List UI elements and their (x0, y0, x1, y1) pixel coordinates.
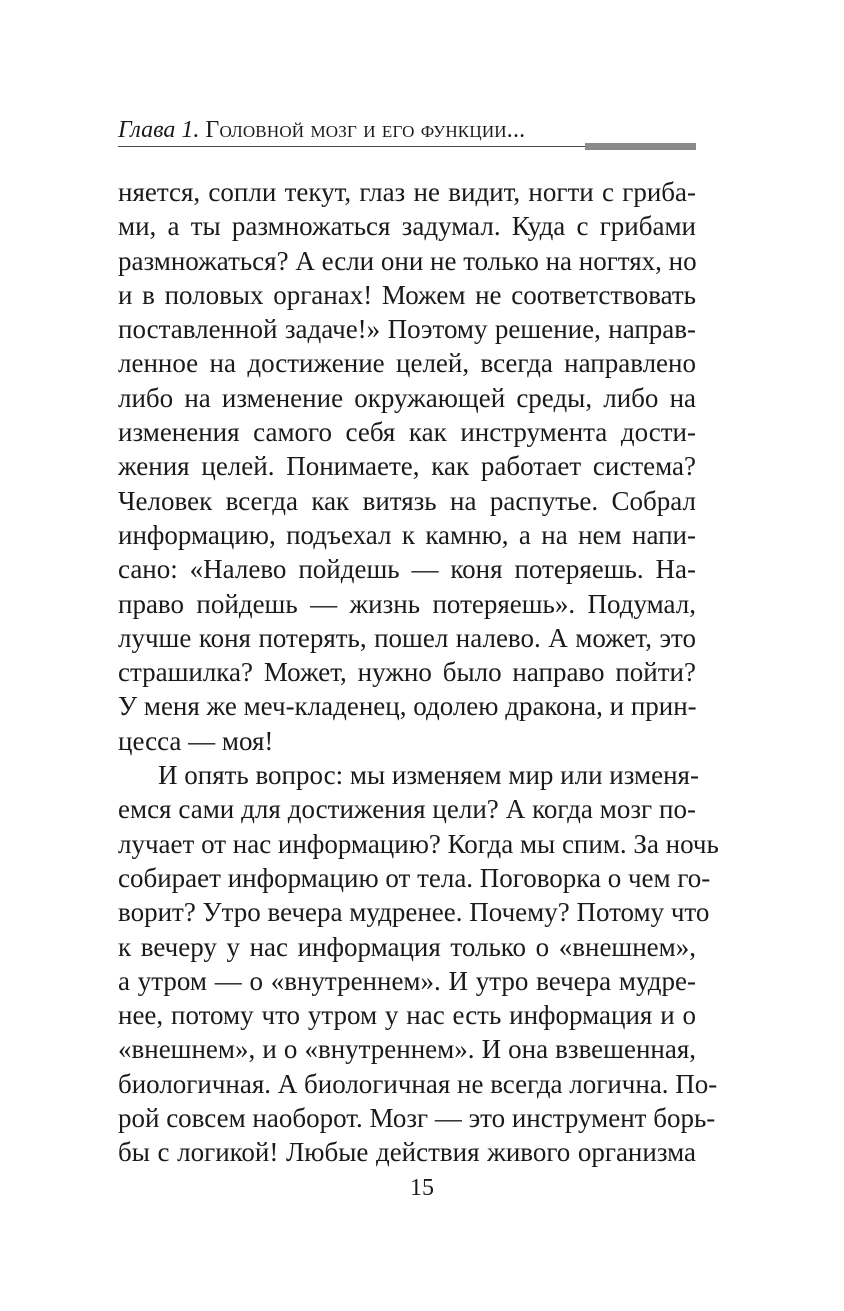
text-line: нее, потому что утром у нас есть информация и о (118, 1000, 696, 1031)
paragraph (118, 758, 719, 1170)
text-line: сано: «Налево пойдешь — коня потеряешь. На- (118, 554, 696, 585)
header-text (118, 116, 525, 144)
text-line: а утром — о «внутреннем». И утро вечера мудре- (118, 965, 696, 996)
text-line: собирает информацию от тела. Поговорка о чем го- (118, 862, 711, 893)
chapter-title: Головной мозг и его функции... (205, 117, 526, 143)
text-line: жения целей. Понимаете, как работает система? (118, 451, 696, 482)
text-line: право пойдешь — жизнь потеряешь». Подумал, (118, 588, 696, 619)
text-line: лучше коня потерять, пошел налево. А может, это (118, 622, 696, 653)
header-accent-bar (585, 143, 696, 150)
text-line: размножаться? А если они не только на ногтях, но (118, 245, 697, 276)
text-line: к вечеру у нас информация только о «внешнем», (118, 931, 696, 962)
chapter-label: Глава 1. (118, 117, 200, 143)
text-line: У меня же меч-кладенец, одолею дракона, и прин- (118, 691, 697, 722)
text-line: страшилка? Может, нужно было направо пойти? (118, 657, 696, 688)
running-header (118, 116, 696, 150)
text-line: информацию, подъехал к камню, а на нем напи- (118, 519, 696, 550)
text-line: «внешнем», и о «внутреннем». И она взвешенная, (118, 1034, 696, 1065)
text-line: либо на изменение окружающей среды, либо на (118, 382, 696, 413)
text-line: няется, сопли текут, глаз не видит, ногти с гриба- (118, 177, 696, 207)
text-line: ленное на достижение целей, всегда направлено (118, 348, 696, 379)
text-line: бы с логикой! Любые действия живого организма (118, 1137, 696, 1168)
text-line: лучает от нас информацию? Когда мы спим. За ночь (118, 828, 719, 859)
text-line: и в половых органах! Можем не соответствовать (118, 279, 696, 310)
paragraph (118, 175, 696, 758)
page-number: 15 (410, 1175, 434, 1201)
text-line: рой совсем наоборот. Мозг — это инструмент борь- (118, 1103, 716, 1134)
page-body (118, 175, 719, 1170)
text-line: ми, а ты размножаться задумал. Куда с грибами (118, 211, 696, 242)
text-line: биологичная. А биологичная не всегда логична. По- (118, 1068, 718, 1099)
text-line: Человек всегда как витязь на распутье. Собрал (118, 485, 696, 516)
text-line: И опять вопрос: мы изменяем мир или изменя- (158, 760, 699, 791)
text-line: цесса — моя! (118, 725, 274, 756)
text-line: ворит? Утро вечера мудренее. Почему? Потому что (118, 897, 710, 928)
text-line: изменения самого себя как инструмента дости- (118, 417, 696, 448)
text-line: емся сами для достижения цели? А когда мозг по- (118, 794, 696, 825)
text-line: поставленной задаче!» Поэтому решение, направ- (118, 314, 696, 345)
